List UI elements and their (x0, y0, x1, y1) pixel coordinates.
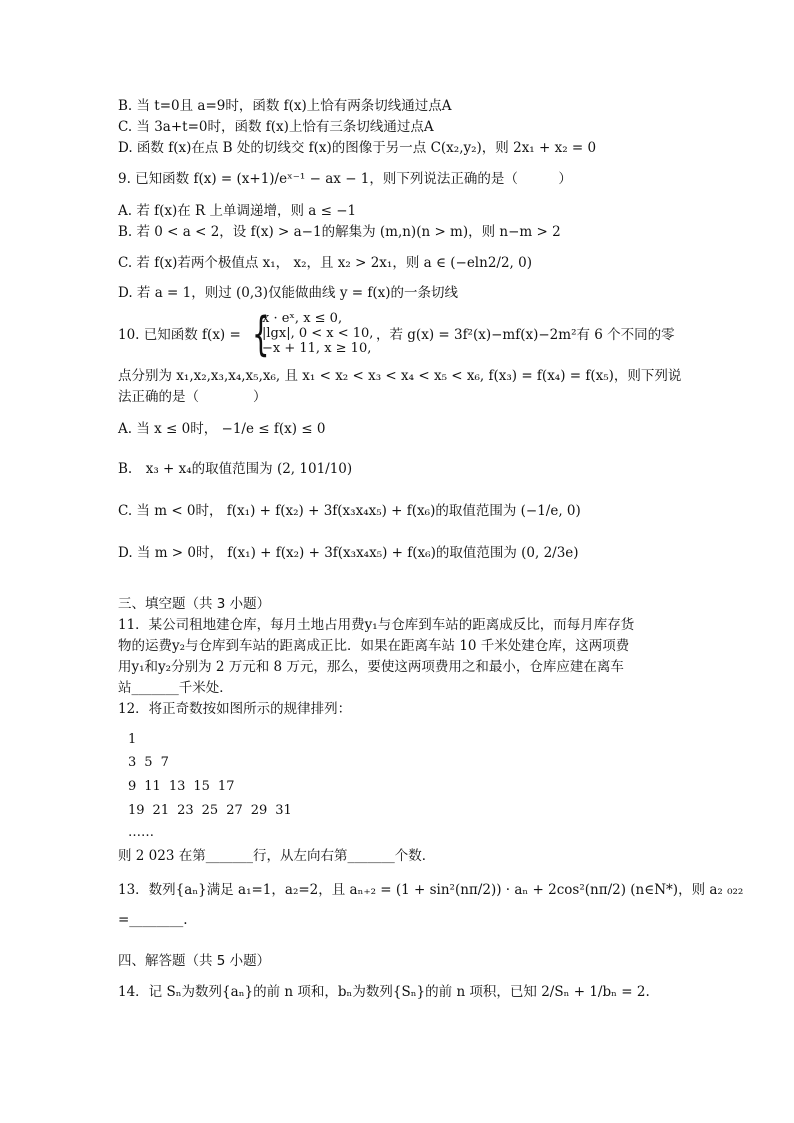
section-4-heading: 四、解答题（共 5 小题） (118, 953, 271, 969)
question-10-line-2: 点分别为 x₁,x₂,x₃,x₄,x₅,x₆, 且 x₁ < x₂ < x₃ < x₄ < x₅ < x₆, f(x₃) = f(x₄) = f(x₅)，则下列说 (118, 368, 682, 384)
option-b-prev: B. 当 t=0且 a=9时，函数 f(x)上恰有两条切线通过点A (118, 98, 452, 114)
odd-triangle-row-1 (128, 732, 136, 747)
question-12-question: 则 2 023 在第_______行，从左向右第_______个数． (118, 848, 436, 864)
table-cell: 27 (226, 803, 243, 818)
section-3-heading: 三、填空题（共 3 小题） (118, 596, 271, 612)
question-14-stem: 14．记 Sₙ为数列{aₙ}的前 n 项和，bₙ为数列{Sₙ}的前 n 项积，已知 2/Sₙ + 1/bₙ = 2. (118, 984, 650, 1000)
question-11-line-2: 物的运费y₂与仓库到车站的距离成正比．如果在距离车站 10 千米处建仓库，这两项费 (118, 638, 630, 654)
question-10-intro: 10. 已知函数 f(x) = (118, 327, 241, 343)
question-9-option-d: D. 若 a = 1，则过 (0,3)仅能做曲线 y = f(x)的一条切线 (118, 285, 458, 301)
odd-triangle-row-3 (128, 779, 234, 794)
odd-triangle-ellipsis: …… (128, 825, 154, 840)
table-cell: 13 (168, 779, 186, 794)
piecewise-case-2: |lgx|, 0 < x < 10, (262, 326, 374, 341)
table-cell: 19 (128, 803, 145, 818)
odd-triangle-row-2 (128, 755, 169, 770)
question-9-stem: 9. 已知函数 f(x) = (x+1)/eˣ⁻¹ − ax − 1，则下列说法正确的是（ ） (118, 171, 572, 187)
piecewise-case-1: x · eˣ, x ≤ 0, (262, 311, 343, 326)
question-9-option-c: C. 若 f(x)若两个极值点 x₁， x₂，且 x₂ > 2x₁，则 a ∈ (−eln2/2, 0) (118, 255, 532, 271)
question-11-line-1: 11．某公司租地建仓库，每月土地占用费y₁与仓库到车站的距离成反比，而每月库存货 (118, 617, 635, 633)
option-d-prev: D. 函数 f(x)在点 B 处的切线交 f(x)的图像于另一点 C(x₂,y₂)，则 2x₁ + x₂ = 0 (118, 140, 597, 156)
question-10-option-c: C. 当 m < 0时， f(x₁) + f(x₂) + 3f(x₃x₄x₅) + f(x₆)的取值范围为 (−1/e, 0) (118, 503, 581, 519)
question-10-condition: ，若 g(x) = 3f²(x)−mf(x)−2m²有 6 个不同的零 (376, 327, 675, 343)
table-cell: 1 (128, 732, 137, 747)
odd-triangle-row-4 (128, 803, 292, 818)
table-cell: 11 (144, 779, 161, 794)
question-13-line-1: 13．数列{aₙ}满足 a₁=1，a₂=2，且 aₙ₊₂ = (1 + sin²(nπ/2)) · aₙ + 2cos²(nπ/2) (n∈N*)，则 a₂ ₀₂₂ (118, 882, 744, 898)
question-11-line-3: 用y₁和y₂分别为 2 万元和 8 万元，那么，要使这两项费用之和最小，仓库应建在离车 (118, 659, 624, 675)
table-cell: 23 (177, 803, 194, 818)
table-cell: 3 (128, 755, 137, 770)
piecewise-case-3: −x + 11, x ≥ 10, (262, 341, 372, 356)
table-cell: 7 (160, 755, 169, 770)
table-cell: 21 (152, 803, 170, 818)
question-10-line-3: 法正确的是（ ） (118, 389, 267, 405)
table-cell: 31 (275, 803, 292, 818)
question-12-stem: 12．将正奇数按如图所示的规律排列： (118, 701, 352, 717)
option-c-prev: C. 当 3a+t=0时，函数 f(x)上恰有三条切线通过点A (118, 119, 434, 135)
question-9-option-b: B. 若 0 < a < 2，设 f(x) > a−1的解集为 (m,n)(n > m)，则 n−m > 2 (118, 224, 561, 240)
table-cell: 25 (201, 803, 219, 818)
table-cell: 17 (217, 779, 235, 794)
table-cell: 9 (128, 779, 137, 794)
piecewise-brace: { (252, 307, 270, 361)
question-13-line-2: =________. (118, 912, 188, 928)
table-cell: 15 (193, 779, 210, 794)
question-10-option-b: B. x₃ + x₄的取值范围为 (2, 101/10) (118, 461, 353, 477)
question-11-line-4: 站_______千米处． (118, 680, 233, 696)
question-9-option-a: A. 若 f(x)在 R 上单调递增，则 a ≤ −1 (118, 203, 357, 219)
question-10-option-d: D. 当 m > 0时， f(x₁) + f(x₂) + 3f(x₃x₄x₅) + f(x₆)的取值范围为 (0, 2/3e) (118, 545, 579, 561)
table-cell: 5 (144, 755, 153, 770)
question-10-option-a: A. 当 x ≤ 0时， −1/e ≤ f(x) ≤ 0 (118, 421, 326, 437)
table-cell: 29 (250, 803, 268, 818)
